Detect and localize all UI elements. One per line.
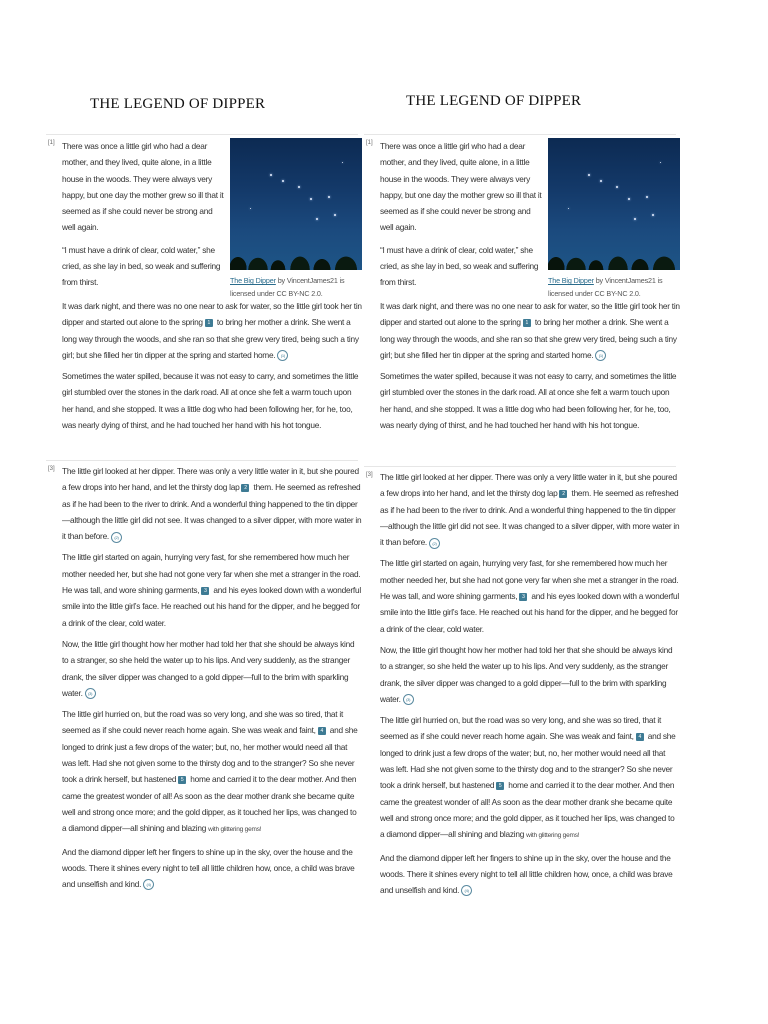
annotation-marker[interactable]: 1 xyxy=(523,319,531,327)
text-span: home and carried it to the dear mother. And then came the greatest wonder of all! As soon as the dear mother drank she became quite well and strong once more; and the gold dipper, as it touched her lips, was changed to a diamond dipper—all shining and blazing xyxy=(380,780,675,840)
star-icon xyxy=(282,180,284,182)
paragraph: “I must have a drink of clear, cold water,” she cried, as she lay in bed, so weak and suffering from thirst. xyxy=(62,244,221,288)
annotation-marker[interactable]: 5 xyxy=(496,782,504,790)
divider xyxy=(46,134,358,135)
star-icon xyxy=(298,186,300,188)
annotation-marker[interactable]: 5 xyxy=(178,776,186,784)
star-icon xyxy=(616,186,618,188)
document-title: THE LEGEND OF DIPPER xyxy=(406,93,582,109)
section-two-text xyxy=(380,469,680,903)
text-span: to bring her mother a drink. She went a long way through the woods, and she ran so that she grew very tired, being such a tiny girl; but she filled her tin dipper at the spring and started home. xyxy=(380,317,677,360)
star-icon xyxy=(328,196,330,198)
text-span: and his eyes looked down with a wonderful smile into the little girl’s face. He reached out his hand for the dipper, and he begged for a drink of the clear, cold water. xyxy=(380,591,679,634)
citation-marker[interactable]: (2) xyxy=(429,538,440,549)
clipped-line: with glittering gems! xyxy=(526,832,580,840)
star-icon xyxy=(652,214,654,216)
document-title: THE LEGEND OF DIPPER xyxy=(90,96,266,112)
citation-marker[interactable]: (4) xyxy=(461,885,472,896)
paragraph xyxy=(380,850,680,899)
star-icon xyxy=(270,174,272,176)
citation-marker[interactable]: (4) xyxy=(143,879,154,890)
paragraph: There was once a little girl who had a dear mother, and they lived, quite alone, in a little house in the woods. They were always very happy, but one day the mother grew so ill that it seemed as if she could never be strong and well again. xyxy=(380,141,542,233)
annotation-marker[interactable]: 2 xyxy=(559,490,567,498)
intro-text xyxy=(62,138,224,297)
divider xyxy=(364,134,676,135)
text-span: and his eyes looked down with a wonderful smile into the little girl’s face. He reached out his hand for the dipper, and he begged for a drink of the clear, cold water. xyxy=(62,585,361,628)
paragraph: There was once a little girl who had a dear mother, and they lived, quite alone, in a little house in the woods. They were always very happy, but one day the mother grew so ill that it seemed as if she could never be strong and well again. xyxy=(62,141,224,233)
citation-marker[interactable]: (1) xyxy=(277,350,288,361)
section-one-text xyxy=(380,298,680,438)
caption-link[interactable]: The Big Dipper xyxy=(230,276,276,285)
caption-text: by VincentJames21 is licensed under CC BY-NC 2.0. xyxy=(230,276,345,298)
figure-caption xyxy=(548,274,680,300)
text-span: and she longed to drink just a few drops of the water; but, no, her mother would need all that was left. Had she not given some to the thirsty dog and to the stranger? So she never took a drink herself, but hastened xyxy=(380,731,676,791)
clipped-line: with glittering gems! xyxy=(208,826,262,834)
paragraph-number: [1] xyxy=(366,140,373,146)
star-icon xyxy=(568,208,569,209)
tree-silhouette xyxy=(230,240,362,270)
paragraph xyxy=(62,549,362,630)
text-span: and she longed to drink just a few drops of the water; but, no, her mother would need all that was left. Had she not given some to the thirsty dog and to the stranger? So she never took a drink herself, but hastened xyxy=(62,725,358,785)
tree-silhouette xyxy=(548,240,680,270)
star-icon xyxy=(600,180,602,182)
text-span: The little girl looked at her dipper. There was only a very little water in it, but she poured a few drops into her hand, and let the thirsty dog lap xyxy=(62,466,359,493)
star-icon xyxy=(660,162,661,163)
citation-marker[interactable]: (3) xyxy=(85,688,96,699)
paragraph xyxy=(380,642,680,707)
paragraph-number: [3] xyxy=(366,472,373,478)
star-icon xyxy=(250,208,251,209)
text-span: Now, the little girl thought how her mother had told her that she should be always kind to a stranger, so she held the water up to his lips. And very suddenly, as the stranger drank, the silver dipper was changed to a gold dipper—full to the brim with sparkling water. xyxy=(62,638,355,698)
annotation-marker[interactable]: 3 xyxy=(519,593,527,601)
star-icon xyxy=(646,196,648,198)
paragraph xyxy=(380,712,680,844)
text-span: It was dark night, and there was no one near to ask for water, so the little girl took her tin dipper and started out alone to the spring xyxy=(62,301,362,328)
caption-text: by VincentJames21 is licensed under CC BY-NC 2.0. xyxy=(548,276,663,298)
paragraph xyxy=(380,555,680,636)
paragraph-number: [3] xyxy=(48,466,55,472)
paragraph xyxy=(62,298,362,363)
paragraph xyxy=(62,844,362,893)
annotation-marker[interactable]: 1 xyxy=(205,319,213,327)
star-icon xyxy=(342,162,343,163)
paragraph xyxy=(62,463,362,544)
divider xyxy=(46,460,358,461)
paragraph xyxy=(380,298,680,363)
text-span: The little girl started on again, hurrying very fast, for she remembered how much her mother needed her, but she had not gone very far when she met a stranger in the road. He was tall, and wore shining garments, xyxy=(380,558,679,602)
annotation-marker[interactable]: 4 xyxy=(318,727,326,735)
star-icon xyxy=(316,218,318,220)
text-span: And the diamond dipper left her fingers to shine up in the sky, over the house and the woods. There it shines every night to tell all little children how, once, a child was brave and unselfish and kind. xyxy=(380,852,673,896)
section-one-text xyxy=(62,298,362,438)
intro-text xyxy=(380,138,542,297)
text-span: The little girl started on again, hurrying very fast, for she remembered how much her mother needed her, but she had not gone very far when she met a stranger in the road. He was tall, and wore shining garments, xyxy=(62,552,361,596)
star-icon xyxy=(310,198,312,200)
star-icon xyxy=(588,174,590,176)
paragraph: Sometimes the water spilled, because it was not easy to carry, and sometimes the little girl stumbled over the stones in the dark road. All at once she felt a warm touch upon her hand, and she stopped. It was a little dog who had been following her, for he, too, was nearly dying of thirst, and he had touched her hand with his hot tongue. xyxy=(380,371,677,431)
paragraph: Sometimes the water spilled, because it was not easy to carry, and sometimes the little girl stumbled over the stones in the dark road. All at once she felt a warm touch upon her hand, and she stopped. It was a little dog who had been following her, for he, too, was nearly dying of thirst, and he had touched her hand with his hot tongue. xyxy=(62,371,359,431)
citation-marker[interactable]: (1) xyxy=(595,350,606,361)
paragraph xyxy=(62,706,362,838)
figure-big-dipper xyxy=(548,138,680,300)
night-sky-photo xyxy=(548,138,680,270)
annotation-marker[interactable]: 4 xyxy=(636,733,644,741)
text-span: The little girl hurried on, but the road was so very long, and she was so tired, that it seemed as if she could never reach home again. She was weak and faint, xyxy=(62,709,343,736)
text-span: The little girl hurried on, but the road was so very long, and she was so tired, that it seemed as if she could never reach home again. She was weak and faint, xyxy=(380,715,661,742)
night-sky-photo xyxy=(230,138,362,270)
paragraph: “I must have a drink of clear, cold water,” she cried, as she lay in bed, so weak and suffering from thirst. xyxy=(380,244,539,288)
text-span: Now, the little girl thought how her mother had told her that she should be always kind to a stranger, so she held the water up to his lips. And very suddenly, as the stranger drank, the silver dipper was changed to a gold dipper—full to the brim with sparkling water. xyxy=(380,644,673,704)
text-span: It was dark night, and there was no one near to ask for water, so the little girl took her tin dipper and started out alone to the spring xyxy=(380,301,680,328)
caption-link[interactable]: The Big Dipper xyxy=(548,276,594,285)
star-icon xyxy=(628,198,630,200)
text-span: home and carried it to the dear mother. And then came the greatest wonder of all! As soon as the dear mother drank she became quite well and strong once more; and the gold dipper, as it touched her lips, was changed to a diamond dipper—all shining and blazing xyxy=(62,774,357,834)
text-span: them. He seemed as refreshed as if he had been to the river to drink. And a wonderful thing happened to the tin dipper—although the little girl did not see. It was changed to a silver dipper, with more water in it than before. xyxy=(380,488,680,548)
text-span: And the diamond dipper left her fingers to shine up in the sky, over the house and the woods. There it shines every night to tell all little children how, once, a child was brave and unselfish and kind. xyxy=(62,846,355,890)
annotation-marker[interactable]: 3 xyxy=(201,587,209,595)
paragraph-number: [1] xyxy=(48,140,55,146)
citation-marker[interactable]: (3) xyxy=(403,694,414,705)
annotation-marker[interactable]: 2 xyxy=(241,484,249,492)
figure-caption xyxy=(230,274,362,300)
text-span: to bring her mother a drink. She went a long way through the woods, and she ran so that she grew very tired, being such a tiny girl; but she filled her tin dipper at the spring and started home. xyxy=(62,317,359,360)
section-two-text xyxy=(62,463,362,897)
divider xyxy=(364,466,676,467)
paragraph xyxy=(62,636,362,701)
text-span: The little girl looked at her dipper. There was only a very little water in it, but she poured a few drops into her hand, and let the thirsty dog lap xyxy=(380,472,677,499)
paragraph xyxy=(380,469,680,550)
star-icon xyxy=(334,214,336,216)
text-span: them. He seemed as refreshed as if he had been to the river to drink. And a wonderful thing happened to the tin dipper—although the little girl did not see. It was changed to a silver dipper, with more water in it than before. xyxy=(62,482,362,542)
figure-big-dipper xyxy=(230,138,362,300)
citation-marker[interactable]: (2) xyxy=(111,532,122,543)
star-icon xyxy=(634,218,636,220)
